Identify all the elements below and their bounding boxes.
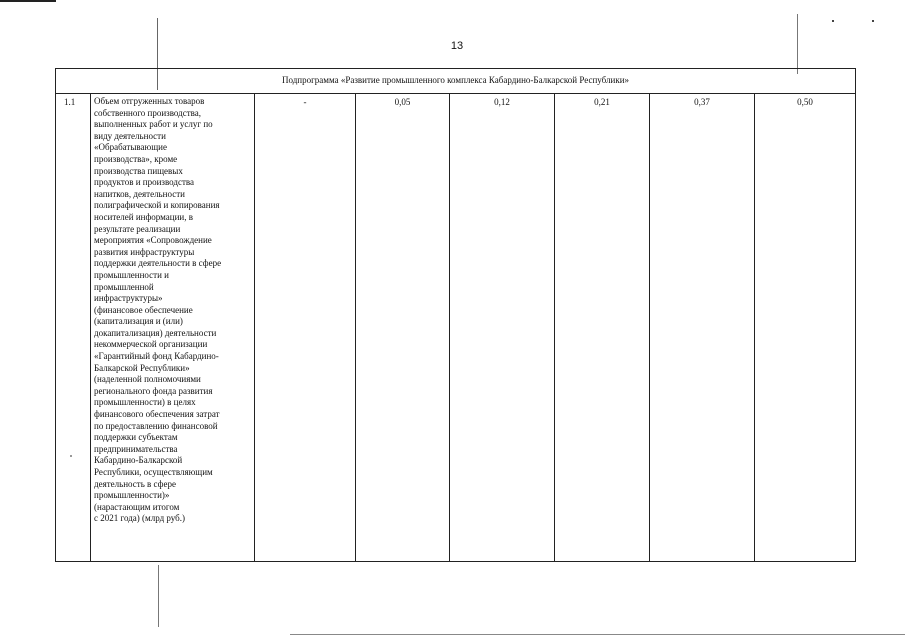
scan-artifact-top-bar [0, 0, 56, 2]
scan-artifact-line [290, 634, 905, 635]
table-row [56, 94, 856, 562]
row-description: Объем отгруженных товаров собственного производства, выполненных работ и услуг по виду деятельности «Обрабатывающие производства», кроме производства пищевых продуктов и производства напитков, деятельности полиграфической и копирования носителей информации, в результате реализации мероприятия «Сопровождение развития инфраструктуры поддержки деятельности в сфере промышленности и промышленной инфраструктуры» (финансовое обеспечение (капитализация и (или) докапитализация) деятельности некоммерческой организации «Гарантийный фонд Кабардино- Балкарской Республики» (наделенной полномочиями регионального фонда развития промышленности) в целях финансового обеспечения затрат по предоставлению финансовой поддержки субъектам предпринимательства Кабардино-Балкарской Республики, осуществляющим деятельность в сфере промышленности)» (нарастающим итогом с 2021 года) (млрд руб.) [91, 94, 255, 562]
scan-artifact-dot [832, 20, 834, 22]
value-cell: 0,50 [755, 94, 856, 562]
value-cell: 0,05 [356, 94, 450, 562]
scan-artifact-line [158, 565, 159, 627]
value-cell: - [255, 94, 356, 562]
indicator-table [55, 68, 856, 562]
value-cell: 0,37 [650, 94, 755, 562]
row-number: 1.1 [56, 94, 91, 562]
value-cell: 0,12 [450, 94, 555, 562]
subprogram-row [56, 69, 856, 94]
value-cell: 0,21 [555, 94, 650, 562]
subprogram-title: Подпрограмма «Развитие промышленного комплекса Кабардино-Балкарской Республики» [56, 69, 856, 94]
scan-artifact-line [797, 14, 798, 74]
scan-artifact-dot [872, 20, 874, 22]
page-number: 13 [450, 40, 464, 52]
